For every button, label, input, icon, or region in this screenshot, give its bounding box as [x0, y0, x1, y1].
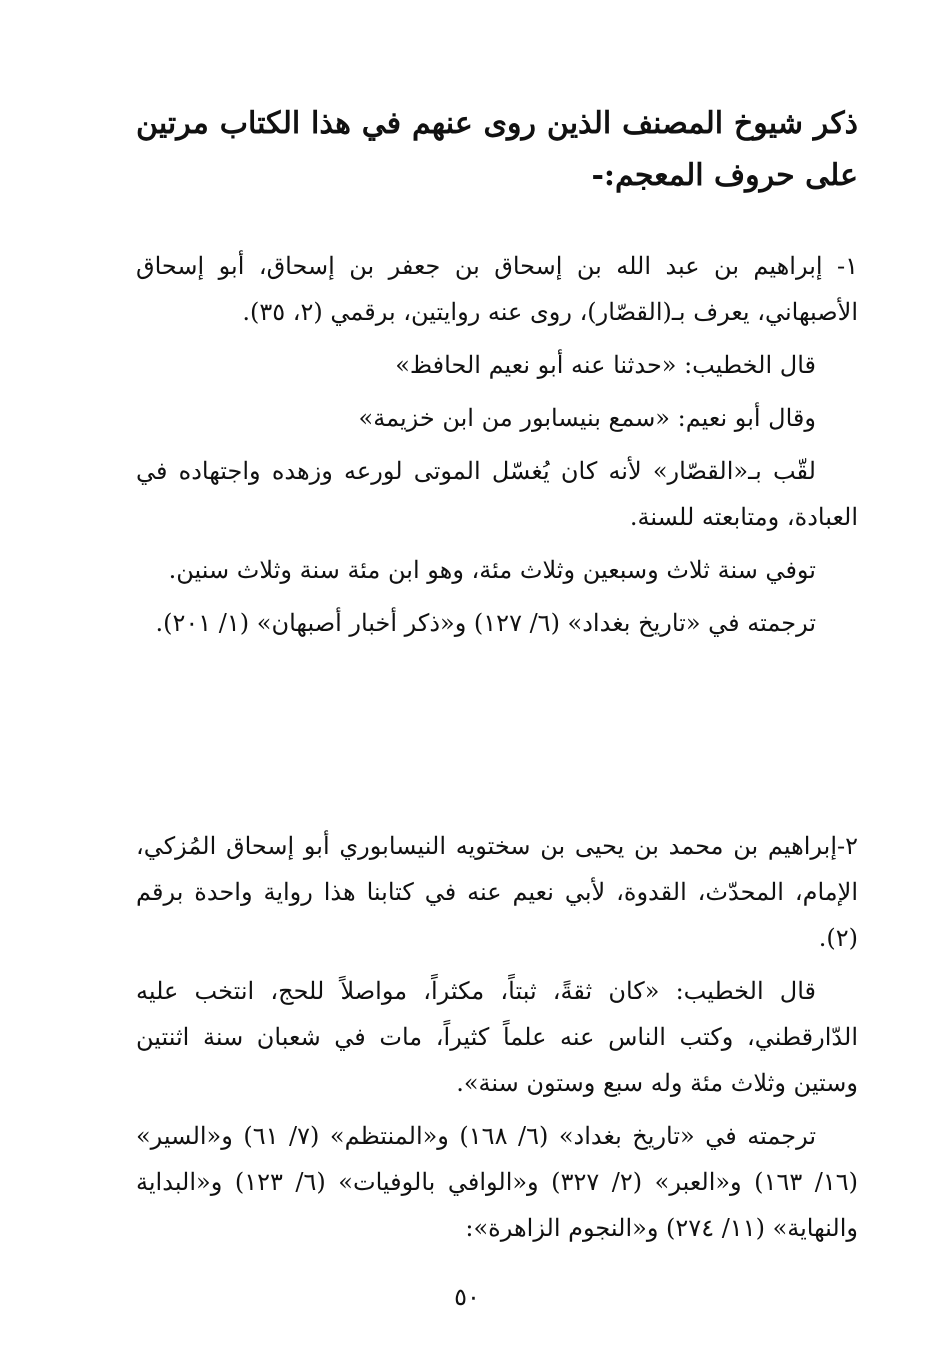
entry-1-intro: ١- إبراهيم بن عبد الله بن إسحاق بن جعفر بن إسحاق، أبو إسحاق الأصبهاني، يعرف بـ(القصّار)، روى عنه روايتين، برقمي (٢، ٣٥). — [136, 252, 858, 326]
page-number: ٥٠ — [454, 1283, 480, 1311]
entry-2-intro: ٢-إبراهيم بن محمد بن يحيى بن سختويه النيسابوري أبو إسحاق المُزكي، الإمام، المحدّث، القدوة، لأبي نعيم عنه في كتابنا هذا رواية واحدة برقم (٢). — [136, 832, 858, 952]
entry-1-death: توفي سنة ثلاث وسبعين وثلاث مئة، وهو ابن مئة سنة وثلاث سنين. — [168, 556, 816, 584]
entry-2-quote-khatib: قال الخطيب: «كان ثقةً، ثبتاً، مكثراً، مواصلاً للحج، انتخب عليه الدّارقطني، وكتب الناس عنه علماً كثيراً، مات في شعبان سنة اثنتين وستين وثلاث مئة وله سبع وستون سنة». — [136, 977, 858, 1097]
entry-1 — [136, 243, 858, 653]
entry-1-quote-khatib: قال الخطيب: «حدثنا عنه أبو نعيم الحافظ» — [395, 351, 816, 379]
entry-2 — [136, 823, 858, 1258]
entry-1-nickname: لقّب بـ«القصّار» لأنه كان يُغسّل الموتى لورعه وزهده واجتهاده في العبادة، ومتابعته للسنة. — [136, 457, 858, 531]
section-heading: ذكر شيوخ المصنف الذين روى عنهم في هذا الكتاب مرتين على حروف المعجم:- — [136, 106, 858, 193]
entry-1-quote-abu-nuaym: وقال أبو نعيم: «سمع بنيسابور من ابن خزيمة» — [358, 404, 816, 432]
entry-2-sources: ترجمته في «تاريخ بغداد» (٦/ ١٦٨) و«المنتظم» (٧/ ٦١) و«السير» (١٦/ ١٦٣) و«العبر» (٢/ ٣٢٧) و«الوافي بالوفيات» (٦/ ١٢٣) و«البداية والنهاية» (١١/ ٢٧٤) و«النجوم الزاهرة»: — [136, 1122, 859, 1242]
entry-1-sources: ترجمته في «تاريخ بغداد» (٦/ ١٢٧) و«ذكر أخبار أصبهان» (١/ ٢٠١). — [155, 609, 816, 637]
